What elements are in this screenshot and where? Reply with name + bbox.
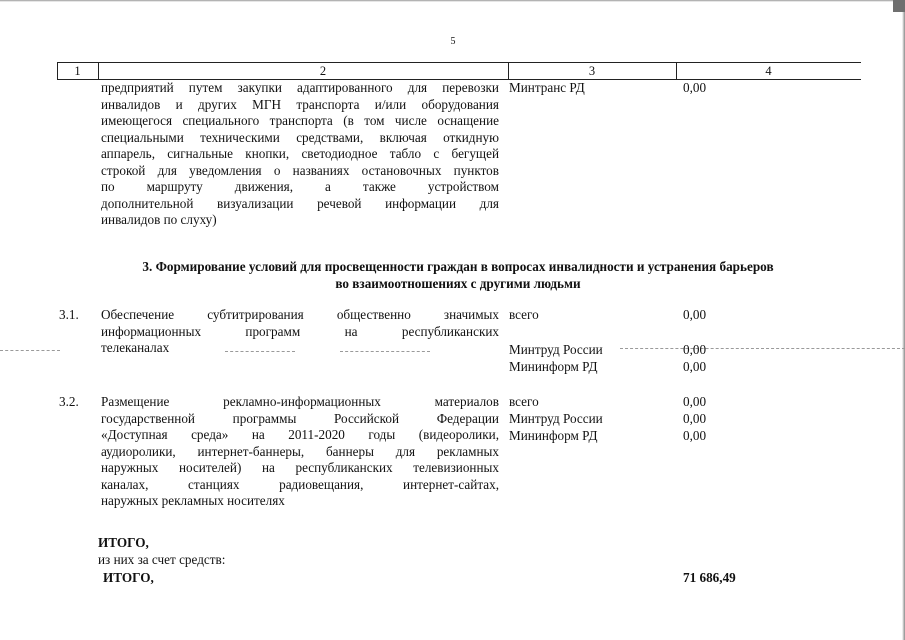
- continuation-line: специальными техническими средствами, включая откидную: [101, 129, 499, 145]
- continuation-line: строкой для уведомления о названиях остановочных пунктов: [101, 162, 499, 178]
- total-sources-label: из них за счет средств:: [98, 552, 226, 567]
- header-col-1: 1: [74, 64, 81, 78]
- row-amount: 0,00: [683, 342, 707, 357]
- row-amount: 0,00: [683, 359, 707, 374]
- row-number: 3.1.: [59, 307, 79, 322]
- page-number: 5: [450, 36, 456, 47]
- continuation-executor: Минтранс РД: [509, 80, 585, 95]
- row-amount: 0,00: [683, 307, 707, 322]
- row-description-line: государственной программы Российской Федерации: [101, 410, 499, 426]
- continuation-line: дополнительной визуализации речевой информации для: [101, 195, 499, 211]
- row-description-line: наружных носителей) на республиканских телевизионных: [101, 460, 499, 475]
- continuation-line: по маршруту движения, а также устройством: [101, 179, 499, 194]
- scan-corner: [893, 0, 905, 12]
- row-description-line: информационных программ на республиканских: [101, 323, 499, 339]
- section-heading: [90, 258, 826, 292]
- row-amount: 0,00: [683, 411, 707, 426]
- row-executor: Минтруд России: [509, 342, 603, 357]
- total-amount: 71 686,49: [683, 570, 736, 585]
- row-description-line: Размещение рекламно-информационных материалов: [101, 394, 499, 409]
- row-executor: всего: [509, 307, 539, 322]
- row-number: 3.2.: [59, 394, 79, 409]
- header-col-2: 2: [319, 64, 327, 78]
- row-description-line: каналах, станциях радиовещания, интернет-сайтах,: [101, 476, 499, 492]
- header-col-3: 3: [588, 64, 596, 78]
- header-col-4: 4: [765, 64, 772, 78]
- row-executor: всего: [509, 394, 539, 409]
- row-description-line: Обеспечение субтитрирования общественно значимых: [101, 307, 499, 322]
- scan-edge-top: [0, 0, 905, 2]
- row-description-line: «Доступная среда» на 2011-2020 годы (видеоролики,: [101, 427, 499, 442]
- continuation-line: инвалидов и других МГН транспорта и/или оборудования: [101, 96, 499, 112]
- continuation-line: инвалидов по слуху): [101, 212, 217, 227]
- continuation-line: предприятий путем закупки адаптированного для перевозки: [101, 80, 499, 95]
- fold-mark-right: [620, 348, 905, 349]
- row-description-line: телеканалах: [101, 340, 170, 355]
- row-description: [101, 394, 499, 510]
- row-description: [101, 307, 499, 357]
- continuation-line: имеющегося специального транспорта (в том числе оснащение: [101, 113, 499, 128]
- total-label: ИТОГО,: [98, 535, 149, 550]
- row-executor: Минтруд России: [509, 411, 603, 426]
- row-description-line: аудиоролики, интернет-баннеры, баннеры для рекламных: [101, 443, 499, 459]
- row-description-line: наружных рекламных носителях: [101, 493, 285, 508]
- row-amount: 0,00: [683, 428, 707, 443]
- section-heading-line2: во взаимоотношениях с другими людьми: [335, 276, 581, 291]
- row-executor: Мининформ РД: [509, 428, 598, 443]
- row-executor: Мининформ РД: [509, 359, 598, 374]
- continuation-description: [101, 80, 499, 229]
- continuation-amount: 0,00: [683, 80, 707, 95]
- table-header-row: [57, 62, 861, 80]
- row-amount: 0,00: [683, 394, 707, 409]
- section-heading-line1: 3. Формирование условий для просвещенности граждан в вопросах инвалидности и устранения барьеров: [142, 259, 774, 274]
- total-label-2: ИТОГО,: [103, 570, 154, 585]
- fold-mark-left: [0, 350, 60, 351]
- continuation-line: аппарель, сигнальные кнопки, светодиодное табло с бегущей: [101, 146, 499, 161]
